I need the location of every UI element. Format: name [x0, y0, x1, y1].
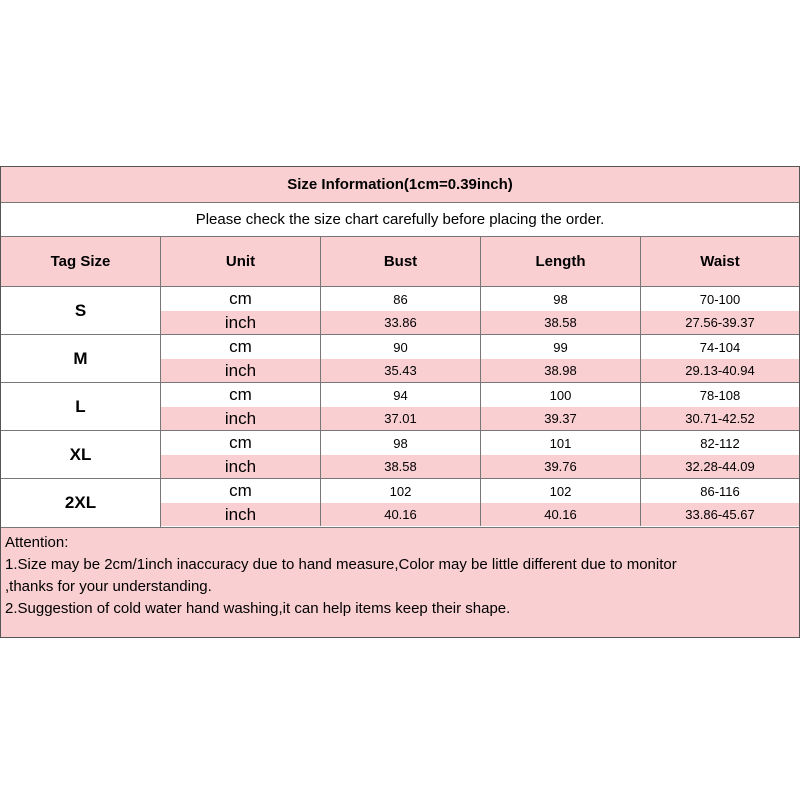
header-tag-size: Tag Size — [1, 237, 161, 286]
cm-row — [161, 287, 799, 312]
size-row-xl — [1, 431, 799, 479]
inch-row — [161, 311, 799, 334]
length-value: 99 — [481, 335, 641, 359]
unit-inch: inch — [161, 503, 321, 526]
bust-value: 98 — [321, 431, 481, 455]
waist-value: 27.56-39.37 — [685, 315, 755, 330]
length-value: 40.16 — [481, 503, 641, 526]
size-row-l — [1, 383, 799, 431]
bust-value: 40.16 — [321, 503, 481, 526]
unit-inch: inch — [161, 311, 321, 334]
bust-value: 38.58 — [321, 455, 481, 478]
waist-value: 33.86-45.67 — [685, 507, 755, 522]
attention-heading: Attention: — [5, 534, 69, 551]
attention-line: ,thanks for your understanding. — [5, 578, 212, 595]
inch-row — [161, 503, 799, 526]
bust-value: 33.86 — [321, 311, 481, 334]
size-row-m — [1, 335, 799, 383]
tag-size-label: XL — [1, 431, 161, 478]
unit-inch: inch — [161, 359, 321, 382]
header-length: Length — [481, 237, 641, 286]
waist-value: 70-100 — [699, 291, 741, 307]
unit-cm: cm — [161, 287, 321, 311]
unit-cm: cm — [161, 431, 321, 455]
length-value: 38.98 — [481, 359, 641, 382]
inch-row — [161, 455, 799, 478]
unit-inch: inch — [161, 407, 321, 430]
length-value: 102 — [481, 479, 641, 503]
attention-notes — [1, 528, 799, 637]
tag-size-label: 2XL — [1, 479, 161, 527]
table-title: Size Information(1cm=0.39inch) — [1, 167, 799, 203]
inch-row — [161, 407, 799, 430]
tag-size-label: S — [1, 287, 161, 334]
cm-row — [161, 383, 799, 408]
bust-value: 86 — [321, 287, 481, 311]
bust-value: 94 — [321, 383, 481, 407]
tag-size-label: M — [1, 335, 161, 382]
cm-row — [161, 479, 799, 504]
unit-cm: cm — [161, 335, 321, 359]
unit-cm: cm — [161, 383, 321, 407]
header-unit: Unit — [161, 237, 321, 286]
unit-inch: inch — [161, 455, 321, 478]
length-value: 38.58 — [481, 311, 641, 334]
length-value: 39.37 — [481, 407, 641, 430]
bust-value: 35.43 — [321, 359, 481, 382]
waist-value: 30.71-42.52 — [685, 411, 755, 426]
table-header-row — [1, 237, 799, 287]
waist-value: 78-108 — [699, 387, 741, 403]
length-value: 101 — [481, 431, 641, 455]
waist-value: 32.28-44.09 — [685, 459, 755, 474]
size-row-2xl — [1, 479, 799, 528]
bust-value: 102 — [321, 479, 481, 503]
length-value: 39.76 — [481, 455, 641, 478]
inch-row — [161, 359, 799, 382]
waist-value: 86-116 — [700, 483, 740, 499]
size-check-note: Please check the size chart carefully before placing the order. — [1, 203, 799, 237]
waist-value: 74-104 — [699, 339, 741, 355]
cm-row — [161, 431, 799, 456]
length-value: 100 — [481, 383, 641, 407]
cm-row — [161, 335, 799, 360]
bust-value: 90 — [321, 335, 481, 359]
bust-value: 37.01 — [321, 407, 481, 430]
waist-value: 29.13-40.94 — [685, 363, 755, 378]
tag-size-label: L — [1, 383, 161, 430]
attention-line: 2.Suggestion of cold water hand washing,it can help items keep their shape. — [5, 600, 511, 617]
waist-value: 82-112 — [700, 435, 740, 451]
length-value: 98 — [481, 287, 641, 311]
header-waist: Waist — [700, 253, 740, 270]
size-row-s — [1, 287, 799, 335]
attention-line: 1.Size may be 2cm/1inch inaccuracy due to hand measure,Color may be little different due to monitor — [5, 556, 677, 573]
unit-cm: cm — [161, 479, 321, 503]
header-bust: Bust — [321, 237, 481, 286]
size-chart-table — [0, 166, 800, 638]
